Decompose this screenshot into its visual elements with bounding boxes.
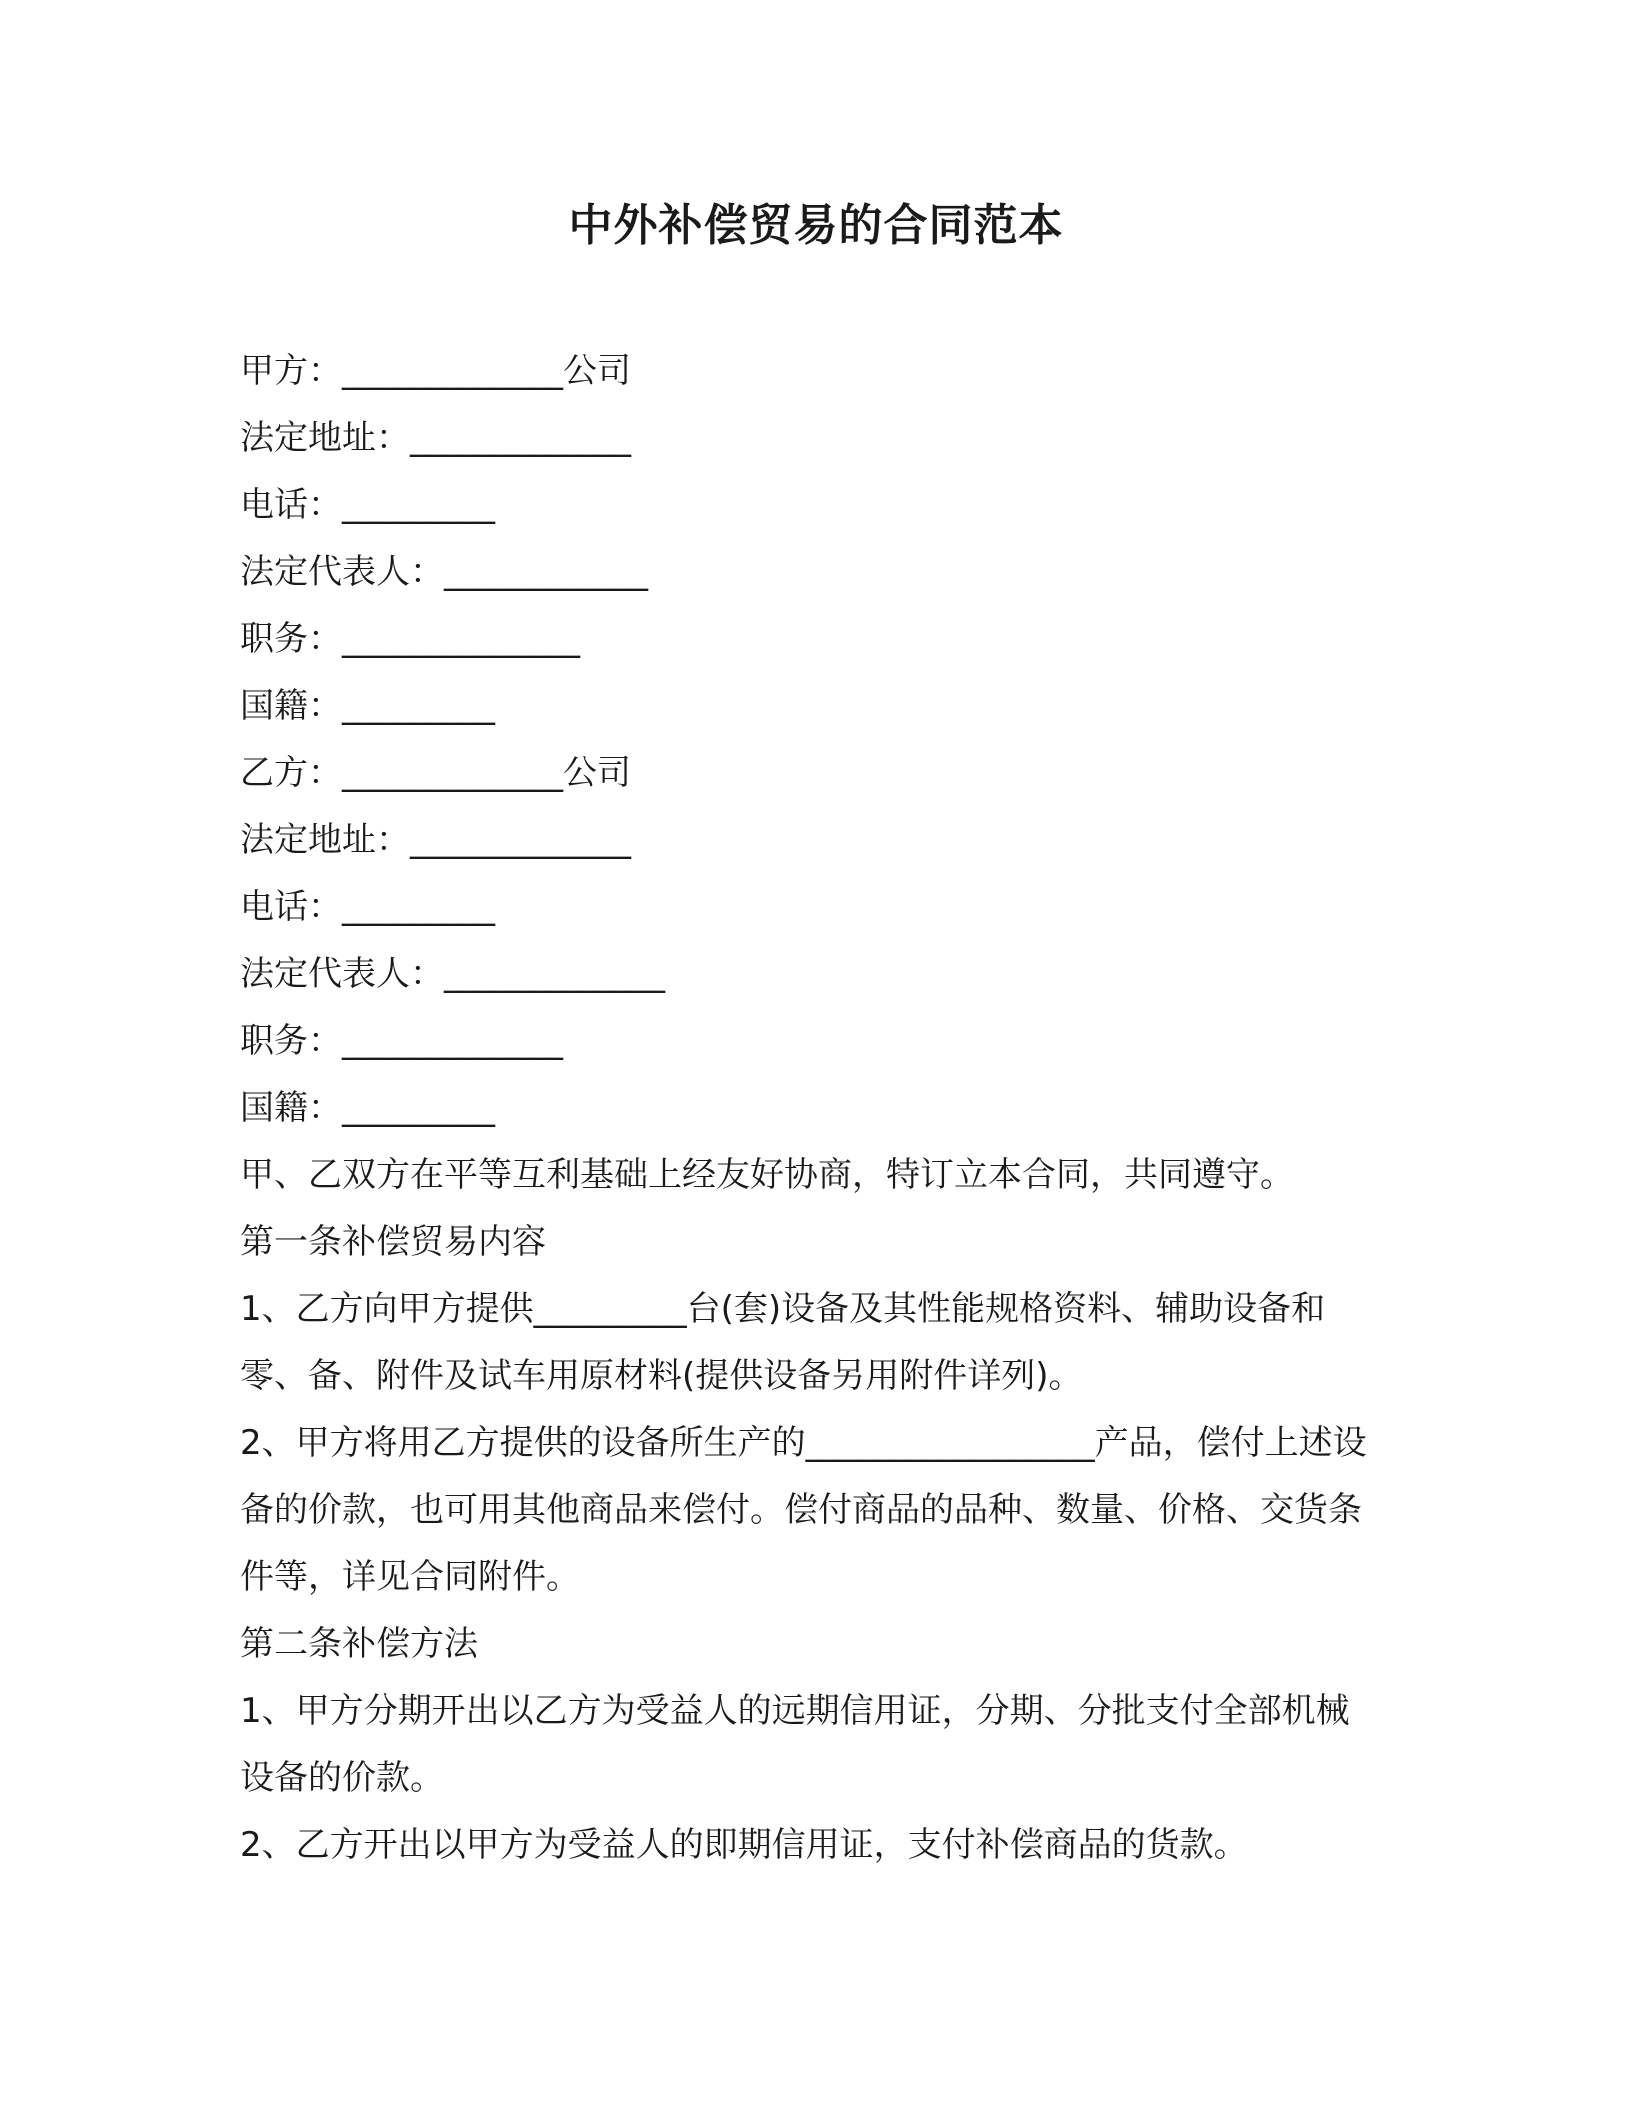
party-b-name-line: 乙方：_____________公司 (240, 753, 631, 793)
party-a-position-line: 职务：______________ (240, 619, 580, 659)
preamble: 甲、乙双方在平等互利基础上经友好协商，特订立本合同，共同遵守。 (240, 1155, 1294, 1195)
party-a-phone-line: 电话：_________ (240, 485, 495, 525)
party-b-position-line: 职务：_____________ (240, 1021, 563, 1061)
party-b-phone-line: 电话：_________ (240, 887, 495, 927)
article-1 (240, 1209, 1380, 1611)
article-2-clause-2: 2、乙方开出以甲方为受益人的即期信用证，支付补偿商品的货款。 (240, 1825, 1248, 1865)
party-a-nationality-line: 国籍：_________ (240, 686, 495, 726)
article-2-heading: 第二条补偿方法 (240, 1624, 478, 1664)
article-1-heading: 第一条补偿贸易内容 (240, 1222, 546, 1262)
article-2-clause-1: 1、甲方分期开出以乙方为受益人的远期信用证，分期、分批支付全部机械设备的价款。 (240, 1691, 1350, 1798)
article-1-clause-2: 2、甲方将用乙方提供的设备所生产的_________________产品，偿付上述设备的价款，也可用其他商品来偿付。偿付商品的品种、数量、价格、交货条件等，详见合同附件。 (240, 1423, 1367, 1597)
party-a-section (240, 338, 1380, 740)
party-b-address-line: 法定地址：_____________ (240, 820, 631, 860)
article-1-clause-1: 1、乙方向甲方提供_________台(套)设备及其性能规格资料、辅助设备和零、备、附件及试车用原材料(提供设备另用附件详列)。 (240, 1289, 1326, 1396)
article-2 (240, 1611, 1380, 1879)
party-a-legal-rep-line: 法定代表人：____________ (240, 552, 648, 592)
document-body (240, 338, 1380, 1879)
party-b-section (240, 740, 1380, 1142)
party-a-address-line: 法定地址：_____________ (240, 418, 631, 458)
party-b-legal-rep-line: 法定代表人：_____________ (240, 954, 665, 994)
document-title: 中外补偿贸易的合同范本 (568, 200, 1064, 251)
party-b-nationality-line: 国籍：_________ (240, 1088, 495, 1128)
party-a-name-line: 甲方：_____________公司 (240, 351, 631, 391)
